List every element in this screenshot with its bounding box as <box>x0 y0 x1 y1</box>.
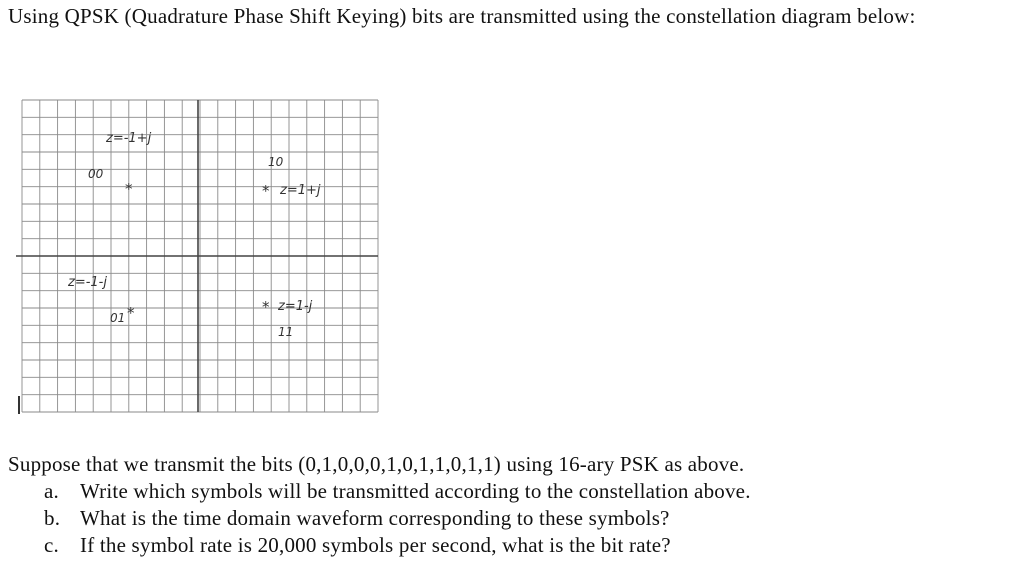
point-label-10: z=1+j <box>280 183 321 198</box>
part-b-marker: b. <box>44 506 61 530</box>
part-b <box>44 506 1014 531</box>
part-c-text: If the symbol rate is 20,000 symbols per second, what is the bit rate? <box>80 533 671 557</box>
part-a-text: Write which symbols will be transmitted according to the constellation above. <box>80 479 751 503</box>
point-marker-10: * <box>262 182 270 200</box>
point-bits-10: 10 <box>268 155 284 169</box>
point-marker-00: * <box>125 180 133 198</box>
grid-paper <box>16 96 384 416</box>
point-label-01: z=-1-j <box>68 275 107 290</box>
part-b-text: What is the time domain waveform corresponding to these symbols? <box>80 506 670 530</box>
question-text: Suppose that we transmit the bits (0,1,0,0,0,1,0,1,1,0,1,1) using 16-ary PSK as above. <box>8 452 745 476</box>
point-label-00: z=-1+j <box>106 131 152 146</box>
point-bits-11: 11 <box>278 325 294 339</box>
point-marker-11: * <box>262 298 270 316</box>
constellation-diagram <box>16 96 384 416</box>
point-bits-00: 00 <box>88 167 104 181</box>
part-c-marker: c. <box>44 533 59 557</box>
point-bits-01: 01 <box>110 311 126 325</box>
point-marker-01: * <box>127 304 135 322</box>
point-label-11: z=1-j <box>278 299 313 314</box>
part-a <box>44 479 1014 504</box>
question-parts <box>44 479 1014 560</box>
intro-text: Using QPSK (Quadrature Phase Shift Keying) bits are transmitted using the constellation diagram below: <box>8 4 916 28</box>
part-a-marker: a. <box>44 479 59 503</box>
part-c <box>44 533 1014 558</box>
